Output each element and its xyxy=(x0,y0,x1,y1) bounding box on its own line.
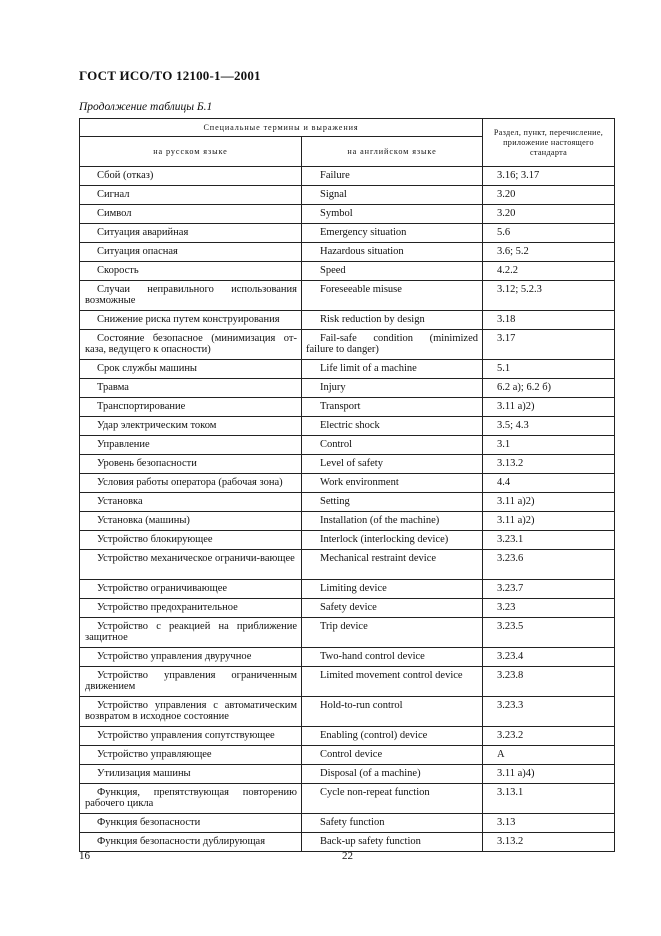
table-row xyxy=(80,455,615,474)
table-row xyxy=(80,398,615,417)
table-row xyxy=(80,436,615,455)
section-reference: 3.5; 4.3 xyxy=(483,417,615,436)
term-english: Life limit of a machine xyxy=(302,360,483,379)
header-group: Специальные термины и выражения xyxy=(80,119,483,137)
section-reference: 3.1 xyxy=(483,436,615,455)
table-row xyxy=(80,580,615,599)
section-reference: 3.17 xyxy=(483,330,615,360)
page-number-center: 22 xyxy=(342,850,353,862)
term-russian: Снижение риска путем конструирования xyxy=(80,311,302,330)
table-row xyxy=(80,281,615,311)
term-english: Work environment xyxy=(302,474,483,493)
term-english: Foreseeable misuse xyxy=(302,281,483,311)
table-row xyxy=(80,379,615,398)
term-russian: Устройство управления сопутствующее xyxy=(80,727,302,746)
term-russian: Устройство управления с автоматическим возвратом в исходное состояние xyxy=(80,697,302,727)
table-row xyxy=(80,243,615,262)
table-row xyxy=(80,474,615,493)
section-reference: 4.4 xyxy=(483,474,615,493)
section-reference: 3.20 xyxy=(483,186,615,205)
term-english: Trip device xyxy=(302,618,483,648)
section-reference: 3.13.1 xyxy=(483,784,615,814)
term-english: Control xyxy=(302,436,483,455)
term-english: Risk reduction by design xyxy=(302,311,483,330)
term-russian: Устройство управляющее xyxy=(80,746,302,765)
term-english: Hazardous situation xyxy=(302,243,483,262)
section-reference: 4.2.2 xyxy=(483,262,615,281)
section-reference: 3.11 а)2) xyxy=(483,512,615,531)
table-body xyxy=(80,167,615,852)
term-russian: Устройство механическое ограничи-вающее xyxy=(80,550,302,580)
term-english: Transport xyxy=(302,398,483,417)
table-row xyxy=(80,746,615,765)
table-row xyxy=(80,360,615,379)
section-reference: 3.13.2 xyxy=(483,455,615,474)
table-row xyxy=(80,311,615,330)
term-english: Two-hand control device xyxy=(302,648,483,667)
term-russian: Функция безопасности дублирующая xyxy=(80,833,302,852)
term-russian: Функция, препятствующая повторению рабочего цикла xyxy=(80,784,302,814)
term-russian: Сбой (отказ) xyxy=(80,167,302,186)
term-russian: Транспортирование xyxy=(80,398,302,417)
term-russian: Ситуация опасная xyxy=(80,243,302,262)
term-russian: Удар электрическим током xyxy=(80,417,302,436)
term-russian: Условия работы оператора (рабочая зона) xyxy=(80,474,302,493)
term-english: Control device xyxy=(302,746,483,765)
term-russian: Устройство ограничивающее xyxy=(80,580,302,599)
section-reference: А xyxy=(483,746,615,765)
term-english: Hold-to-run control xyxy=(302,697,483,727)
term-russian: Устройство предохранительное xyxy=(80,599,302,618)
term-russian: Устройство блокирующее xyxy=(80,531,302,550)
section-reference: 3.18 xyxy=(483,311,615,330)
term-english: Limiting device xyxy=(302,580,483,599)
section-reference: 3.11 а)4) xyxy=(483,765,615,784)
table-row xyxy=(80,330,615,360)
term-russian: Устройство управления двуручное xyxy=(80,648,302,667)
table-row xyxy=(80,417,615,436)
header-russian: на русском языке xyxy=(80,137,302,167)
table-row xyxy=(80,493,615,512)
table-row xyxy=(80,262,615,281)
section-reference: 3.13.2 xyxy=(483,833,615,852)
section-reference: 5.1 xyxy=(483,360,615,379)
term-english: Cycle non-repeat function xyxy=(302,784,483,814)
term-russian: Управление xyxy=(80,436,302,455)
section-reference: 3.11 а)2) xyxy=(483,398,615,417)
term-english: Symbol xyxy=(302,205,483,224)
section-reference: 6.2 а); 6.2 б) xyxy=(483,379,615,398)
section-reference: 3.23.6 xyxy=(483,550,615,580)
table-row xyxy=(80,648,615,667)
term-english: Installation (of the machine) xyxy=(302,512,483,531)
section-reference: 3.13 xyxy=(483,814,615,833)
table-row xyxy=(80,833,615,852)
section-reference: 3.11 а)2) xyxy=(483,493,615,512)
table-row xyxy=(80,167,615,186)
header-section: Раздел, пункт, перечисление, приложение настоящего стандарта xyxy=(483,119,615,167)
term-english: Signal xyxy=(302,186,483,205)
table-row xyxy=(80,618,615,648)
term-english: Injury xyxy=(302,379,483,398)
section-reference: 3.23.4 xyxy=(483,648,615,667)
term-english: Setting xyxy=(302,493,483,512)
section-reference: 3.23.2 xyxy=(483,727,615,746)
term-russian: Ситуация аварийная xyxy=(80,224,302,243)
term-english: Disposal (of a machine) xyxy=(302,765,483,784)
section-reference: 3.12; 5.2.3 xyxy=(483,281,615,311)
term-english: Failure xyxy=(302,167,483,186)
term-english: Mechanical restraint device xyxy=(302,550,483,580)
term-russian: Символ xyxy=(80,205,302,224)
table-row xyxy=(80,550,615,580)
term-english: Speed xyxy=(302,262,483,281)
section-reference: 3.6; 5.2 xyxy=(483,243,615,262)
header-english: на английском языке xyxy=(302,137,483,167)
term-english: Enabling (control) device xyxy=(302,727,483,746)
term-russian: Состояние безопасное (минимизация от-каза, ведущего к опасности) xyxy=(80,330,302,360)
section-reference: 5.6 xyxy=(483,224,615,243)
section-reference: 3.20 xyxy=(483,205,615,224)
term-russian: Утилизация машины xyxy=(80,765,302,784)
term-english: Limited movement control device xyxy=(302,667,483,697)
term-english: Back-up safety function xyxy=(302,833,483,852)
term-russian: Устройство управления ограниченным движением xyxy=(80,667,302,697)
table-row xyxy=(80,205,615,224)
section-reference: 3.23.1 xyxy=(483,531,615,550)
term-russian: Уровень безопасности xyxy=(80,455,302,474)
term-english: Emergency situation xyxy=(302,224,483,243)
table-row xyxy=(80,697,615,727)
term-english: Safety function xyxy=(302,814,483,833)
table-row xyxy=(80,599,615,618)
term-english: Electric shock xyxy=(302,417,483,436)
table-continuation-caption: Продолжение таблицы Б.1 xyxy=(79,101,213,113)
section-reference: 3.23.5 xyxy=(483,618,615,648)
term-russian: Установка xyxy=(80,493,302,512)
term-russian: Устройство с реакцией на приближение защитное xyxy=(80,618,302,648)
section-reference: 3.16; 3.17 xyxy=(483,167,615,186)
terms-table xyxy=(79,118,615,852)
page-number-left: 16 xyxy=(79,850,90,862)
table-row xyxy=(80,727,615,746)
term-english: Safety device xyxy=(302,599,483,618)
section-reference: 3.23.7 xyxy=(483,580,615,599)
term-english: Level of safety xyxy=(302,455,483,474)
table-row xyxy=(80,784,615,814)
term-english: Interlock (interlocking device) xyxy=(302,531,483,550)
term-russian: Установка (машины) xyxy=(80,512,302,531)
document-title: ГОСТ ИСО/ТО 12100-1—2001 xyxy=(79,68,261,83)
term-russian: Функция безопасности xyxy=(80,814,302,833)
section-reference: 3.23 xyxy=(483,599,615,618)
term-english: Fail-safe condition (minimized failure to danger) xyxy=(302,330,483,360)
table-row xyxy=(80,224,615,243)
term-russian: Срок службы машины xyxy=(80,360,302,379)
term-russian: Сигнал xyxy=(80,186,302,205)
table-row xyxy=(80,765,615,784)
table-row xyxy=(80,814,615,833)
table-row xyxy=(80,531,615,550)
section-reference: 3.23.8 xyxy=(483,667,615,697)
term-russian: Скорость xyxy=(80,262,302,281)
section-reference: 3.23.3 xyxy=(483,697,615,727)
table-row xyxy=(80,512,615,531)
table-row xyxy=(80,186,615,205)
table-row xyxy=(80,667,615,697)
term-russian: Случаи неправильного использования возможные xyxy=(80,281,302,311)
term-russian: Травма xyxy=(80,379,302,398)
